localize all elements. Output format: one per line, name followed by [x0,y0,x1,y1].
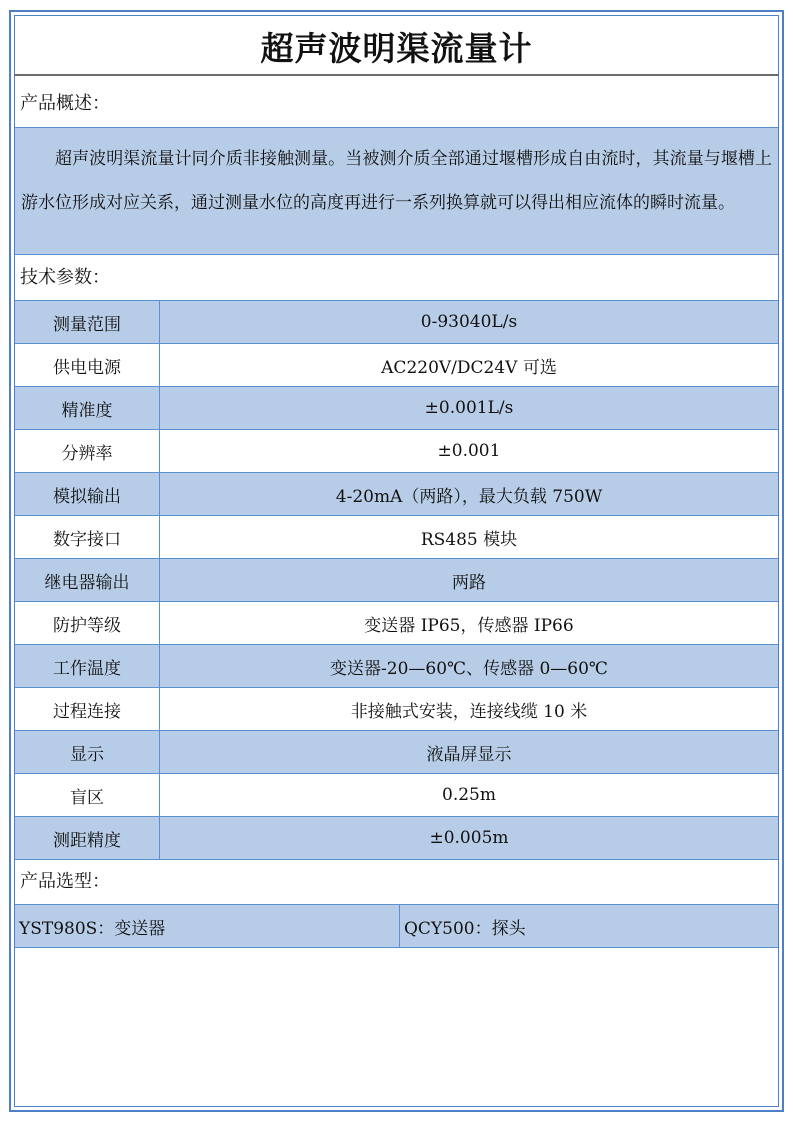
spec-value: 两路 [160,559,779,602]
table-row [15,905,778,948]
overview-heading: 产品概述： [20,93,110,114]
spec-name: 模拟输出 [15,473,160,516]
spec-value: ±0.001L/s [160,387,779,430]
title-divider [14,74,779,76]
table-row [15,774,778,817]
page-title: 超声波明渠流量计 [260,29,533,68]
spec-value: 非接触式安装，连接线缆 10 米 [160,688,779,731]
spec-value: 0.25m [160,774,779,817]
spec-value: 变送器-20—60℃、传感器 0—60℃ [160,645,779,688]
spec-name: 过程连接 [15,688,160,731]
specs-table [15,300,778,860]
table-row [15,688,778,731]
table-row [15,731,778,774]
spec-value: AC220V/DC24V 可选 [160,344,779,387]
table-row [15,559,778,602]
spec-value: 0-93040L/s [160,301,779,344]
spec-name: 分辨率 [15,430,160,473]
table-row [15,473,778,516]
spec-value: ±0.001 [160,430,779,473]
specs-heading: 技术参数： [20,267,110,288]
table-row [15,516,778,559]
table-row [15,602,778,645]
spec-value: 4-20mA（两路），最大负载 750W [160,473,779,516]
model-probe: QCY500：探头 [400,905,779,948]
spec-name: 供电电源 [15,344,160,387]
overview-text: 超声波明渠流量计同介质非接触测量。当被测介质全部通过堰槽形成自由流时，其流量与堰槽上游水位形成对应关系，通过测量水位的高度再进行一系列换算就可以得出相应流体的瞬时流量。 [15,127,778,255]
table-row [15,430,778,473]
table-row [15,645,778,688]
spec-name: 盲区 [15,774,160,817]
table-row [15,301,778,344]
spec-value: 液晶屏显示 [160,731,779,774]
table-row [15,817,778,860]
spec-name: 显示 [15,731,160,774]
spec-name: 测量范围 [15,301,160,344]
spec-name: 测距精度 [15,817,160,860]
models-table [15,904,778,948]
spec-value: RS485 模块 [160,516,779,559]
spec-name: 精准度 [15,387,160,430]
model-transmitter: YST980S：变送器 [15,905,400,948]
spec-name: 工作温度 [15,645,160,688]
spec-name: 继电器输出 [15,559,160,602]
models-heading: 产品选型： [20,871,110,892]
spec-value: 变送器 IP65，传感器 IP66 [160,602,779,645]
spec-name: 数字接口 [15,516,160,559]
spec-name: 防护等级 [15,602,160,645]
spec-value: ±0.005m [160,817,779,860]
table-row [15,344,778,387]
table-row [15,387,778,430]
